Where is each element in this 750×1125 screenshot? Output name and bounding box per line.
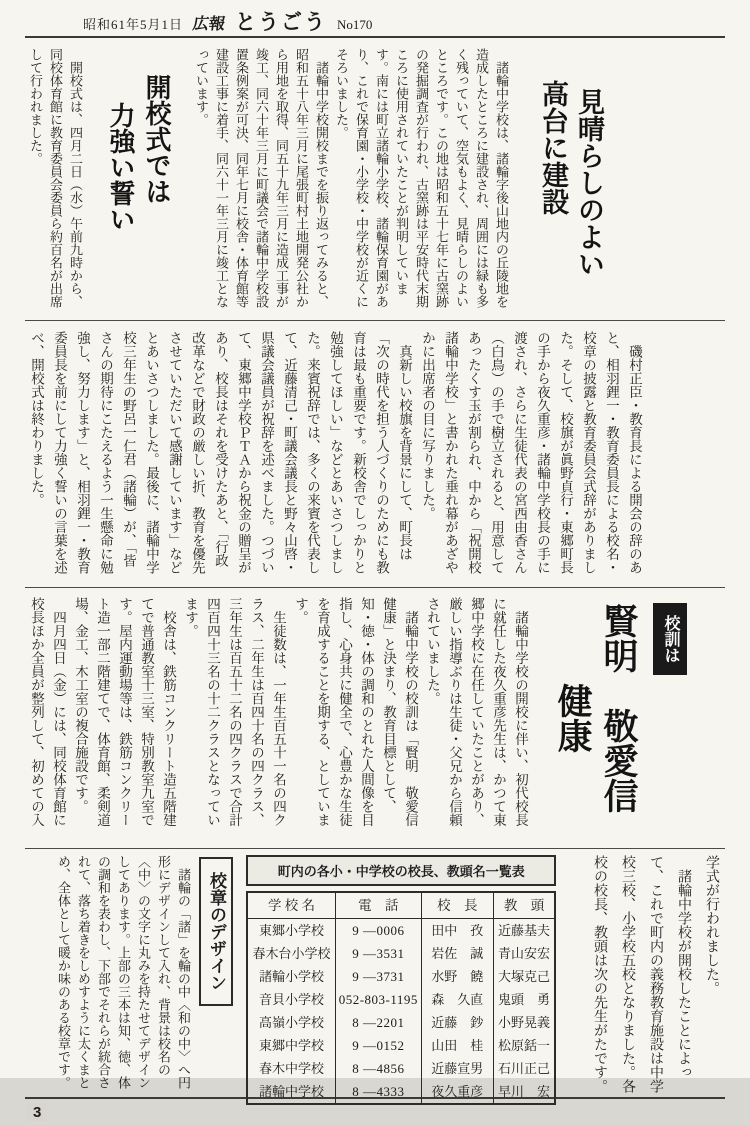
headline-line: 健康 [553, 683, 592, 753]
newsletter-logo-prefix: 広報 [191, 16, 226, 33]
table-row [247, 988, 555, 1011]
headline-line: 高台に建設 [538, 80, 568, 215]
body-paragraph: 諸輪中学校の開校に伴い、初代校長に就任した夜久重彦先生は、かつて東郷中学校に在任していたことがあり、厳しい指導ぶりは生徒・父兄から信頼されていました。 [425, 597, 528, 827]
emblem-body-text [25, 855, 193, 1091]
body-paragraph: 校舎は、鉄筋コンクリート造五階建てで普通教室十三室、特別教室九室です。屋内運動場等は、鉄筋コンクリート造一部二階建てで、体育館、柔剣道場、金工、木工室の複合施設です。 [73, 597, 176, 827]
table-row [247, 942, 555, 965]
cell-vice-principal: 石川正己 [493, 1057, 555, 1080]
cell-phone: 9 —3731 [335, 965, 421, 988]
table-row [247, 1011, 555, 1034]
headline-line: 賢明 敬愛信 [599, 603, 638, 813]
article-ceremony-report [25, 321, 646, 587]
cell-school: 音貝小学校 [259, 992, 325, 1007]
table-row [247, 1034, 555, 1057]
motto-badge: 校訓は [653, 603, 687, 675]
headline-hilltop-construction [535, 48, 607, 310]
cell-principal: 水野 饒 [421, 965, 493, 988]
directory-title: 町内の各小・中学校の校長、教頭名一覧表 [246, 855, 556, 886]
body-paragraph: 諸輪中学校開校までを振り返ってみると、昭和五十八年三月に尾張町村土地開発公社から用地を取得、同五十九年三月に造成工事が竣工、同六十年三月に町議会で諸輪中学校設置条例案が可決、同年七月に校舎・体育館等建設工事に着手、同六十一年三月に竣工となっています。 [194, 48, 329, 308]
body-paragraph: 諸輪中学校は、諸輪字後山地内の丘陵地を造成したところに建設され、周囲には緑も多く残っていて、空気もよく、見晴らしのよいところです。この地は昭和五十七年に古窯跡の発掘調査が行われ、古窯跡は平安時代末期ころに使用されていたことが判明しています。南には町立諸輪小学校、諸輪保育園があり、これで保育園・小学校・中学校が近くにそろいました。 [334, 48, 509, 308]
article-emblem-design [25, 855, 241, 1097]
cell-phone: 8 —4333 [335, 1080, 421, 1104]
cell-school: 春木台小学校 [252, 946, 331, 961]
cell-principal: 近藤宣男 [421, 1057, 493, 1080]
cell-phone: 9 —0152 [335, 1034, 421, 1057]
cell-vice-principal: 近藤基夫 [493, 919, 555, 943]
column-header-principal: 校 長 [421, 892, 493, 919]
cell-principal: 近藤 鈔 [421, 1011, 493, 1034]
body-paragraph: 真新しい校旗を背景にして、町長は「次の時代を担う人づくりのためにも教育は最も重要です。新校舎でしっかりと勉強してほしい」などとあいさつしました。来賓祝辞では、多くの来賓を代表して、近藤清己・町議会議長と野々山啓・県議会議員が祝辞を述べました。つづいて、東郷中学校ＰＴＡから祝金の贈呈があり、校長はそれを受けたあと、「行政改革などで財政の厳しい折、教育を優先させていただいて感謝しています」などとあいさつしました。最後に、諸輪中学校三年生の野呂一仁君（諸輪）が、「皆さんの期待にこたえるよう一生懸命に勉強し、努力します」と、相羽鋰一・教育委員長を前にして力強く誓いの言葉を述べ、開校式は終わりました。 [29, 331, 412, 574]
cell-school: 春木中学校 [259, 1061, 325, 1076]
table-row [247, 965, 555, 988]
newsletter-logo-title: とうごう [235, 11, 328, 34]
headline-line: 力強い誓い [106, 102, 136, 232]
cell-school: 東郷小学校 [259, 923, 325, 938]
cell-principal: 森 久直 [421, 988, 493, 1011]
issue-number: No170 [337, 17, 373, 32]
cell-vice-principal: 青山安宏 [493, 942, 555, 965]
article-closing-text [561, 855, 725, 1095]
headline-line: 開校式では [142, 74, 172, 204]
article-school-motto [25, 588, 687, 848]
cell-phone: 052-803-1195 [335, 988, 421, 1011]
table-row [247, 919, 555, 943]
cell-phone: 9 —0006 [335, 919, 421, 943]
bottom-section [25, 849, 725, 1097]
headline-opening-ceremony [103, 48, 175, 310]
cell-vice-principal: 鬼頭 勇 [493, 988, 555, 1011]
headline-line: 見晴らしのよい [574, 88, 604, 277]
issue-date: 昭和61年5月1日 [83, 17, 184, 32]
table-header-row [247, 892, 555, 919]
cell-principal: 山田 桂 [421, 1034, 493, 1057]
cell-vice-principal: 大塚克己 [493, 965, 555, 988]
column-header-phone: 電 話 [335, 892, 421, 919]
masthead [25, 6, 725, 36]
directory-table [246, 891, 556, 1105]
cell-vice-principal: 早川 宏 [493, 1080, 555, 1104]
cell-phone: 9 —3531 [335, 942, 421, 965]
cell-phone: 8 —2201 [335, 1011, 421, 1034]
table-row [247, 1057, 555, 1080]
school-directory [246, 855, 556, 1097]
column-header-vice-principal: 教 頭 [493, 892, 555, 919]
body-paragraph: 開校式は、四月二日（水）午前九時から、同校体育館に教育委員会委員ら約百名が出席して行われました。 [28, 48, 83, 308]
headline-motto [549, 597, 641, 839]
cell-phone: 8 —4856 [335, 1057, 421, 1080]
cell-school: 高嶺小学校 [259, 1015, 325, 1030]
cell-vice-principal: 小野晃義 [493, 1011, 555, 1034]
body-paragraph: 諸輪中学校が開校したことによって、これで町内の義務教育施設は中学校三校、小学校五校となりました。各校の校長、教頭は次の先生がたです。 [592, 855, 691, 1093]
cell-principal: 田中 孜 [421, 919, 493, 943]
cell-principal: 夜久重彦 [421, 1080, 493, 1104]
cell-school: 諸輪小学校 [259, 969, 325, 984]
article-construction [25, 38, 625, 320]
body-paragraph: 磯村正臣・教育長による開会の辞のあと、相羽鋰一・教育委員長による校名・校章の披露と教育委員会式辞がありました。そして、校旗が眞野貞行・東郷町長の手から夜久重彦・諸輪中学校長の手に渡され、さらに生徒代表の宮西由香さん（白鳥）の手で樹立されると、用意してあったくす玉が割られ、中から「祝開校諸輪中学校」と書かれた垂れ幕があざやかに出席者の目に写りました。 [420, 331, 642, 574]
body-paragraph: 四月四日（金）には、同校体育館に校長ほか全員が整列して、初めての入 [29, 597, 66, 827]
emblem-boxed-headline: 校章のデザイン [199, 857, 233, 1006]
page-number: 3 [27, 1103, 47, 1122]
table-row [247, 1080, 555, 1104]
body-paragraph: 学式が行われました。 [704, 855, 719, 995]
column-header-school: 学 校 名 [247, 892, 335, 919]
cell-vice-principal: 松原銛一 [493, 1034, 555, 1057]
body-paragraph: 諸輪の「諸」を輪の中〈和の中〉へ円形にデザインして入れ、背景は校名の〈中〉の文字に丸みを持たせてデザインしてあります。上部の三本は知、徳、体の調和を表わし、下部でそれらが統合されて、落ち着きをしめすように太くまとめ、全体として暖か味のある校章です。 [56, 855, 191, 1089]
cell-school: 東郷中学校 [259, 1038, 325, 1053]
cell-principal: 岩佐 誠 [421, 942, 493, 965]
body-paragraph: 生徒数は、一年生百五十一名の四クラス、二年生は百四十名の四クラス、三年生は百五十二名の四クラスで合計四百四十三名の十二クラスとなっています。 [183, 597, 286, 827]
cell-school: 諸輪中学校 [259, 1084, 325, 1099]
body-paragraph: 諸輪中学校の校訓は「賢明 敬愛信 健康」と決まり、教育目標として、知・徳・体の調和のとれた人間像を目指し、心身共に健全で、心豊かな生徒を育成することを期する、としています。 [293, 597, 418, 840]
